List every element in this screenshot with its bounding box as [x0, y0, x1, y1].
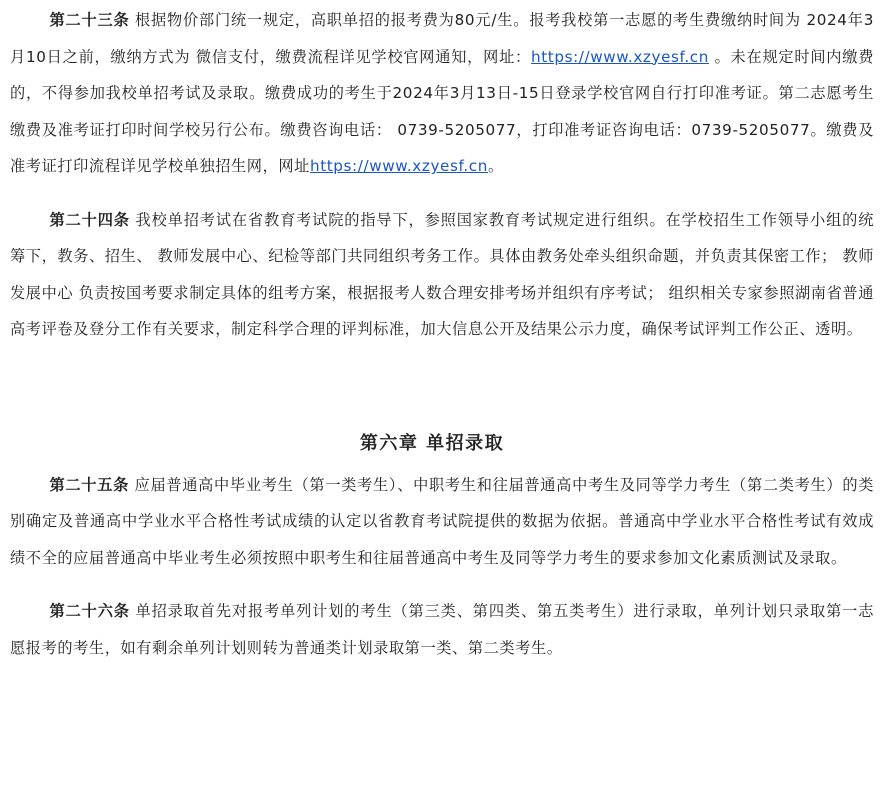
article-24-paragraph	[10, 202, 874, 348]
school-website-link-1[interactable]: https://www.xzyesf.cn	[531, 47, 709, 66]
article-23-text-part-2: 。未在规定时间内缴费的，不得参加我校单招考试及录取。缴费成功的考生于2024年3月13日-15日登录学校官网自行打印准考证。第二志愿考生缴费及准考证打印时间学校另行公布。缴费咨询电话： 0739-5205077，打印准考证咨询电话：0739-5205077。缴费及准考证打印流程详见学校单独招生网，网址	[10, 47, 874, 175]
article-26-paragraph	[10, 593, 874, 666]
document-page	[10, 0, 874, 666]
article-23-number: 第二十三条	[49, 11, 130, 29]
article-25-number: 第二十五条	[49, 475, 130, 494]
article-24-number: 第二十四条	[49, 210, 130, 229]
article-23-text-part-3: 。	[487, 157, 504, 175]
article-24-text: 我校单招考试在省教育考试院的指导下，参照国家教育考试规定进行组织。在学校招生工作领导小组的统筹下，教务、招生、 教师发展中心、纪检等部门共同组织考务工作。具体由教务处牵头组织命题，并负责其保密工作； 教师发展中心 负责按国考要求制定具体的组考方案，根据报考人数合理安排考场并组织有序考试； 组织相关专家参照湖南省普通高考评卷及登分工作有关要求，制定科学合理的评判标准，加大信息公开及结果公示力度，确保考试评判工作公正、透明。	[10, 210, 875, 338]
section-spacer	[10, 348, 874, 426]
paragraph-spacer	[10, 576, 874, 593]
article-26-text: 单招录取首先对报考单列计划的考生（第三类、第四类、第五类考生）进行录取，单列计划只录取第一志愿报考的考生，如有剩余单列计划则转为普通类计划录取第一类、第二类考生。	[10, 602, 875, 657]
article-25-text: 应届普通高中毕业考生（第一类考生）、中职考生和往届普通高中考生及同等学力考生（第二类考生）的类别确定及普通高中学业水平合格性考试成绩的认定以省教育考试院提供的数据为依据。普通高中学业水平合格性考试有效成绩不全的应届普通高中毕业考生必须按照中职考生和往届普通高中考生及同等学力考生的要求参加文化素质测试及录取。	[10, 475, 875, 567]
article-23-text-part-1: 根据物价部门统一规定，高职单招的报考费为80元/生。报考我校第一志愿的考生费缴纳时间为 2024年3月10日之前，缴纳方式为 微信支付，缴费流程详见学校官网通知，网址：	[10, 11, 874, 66]
article-26-number: 第二十六条	[49, 602, 130, 620]
school-website-link-2[interactable]: https://www.xzyesf.cn	[309, 157, 488, 175]
paragraph-spacer	[10, 185, 874, 202]
article-25-paragraph	[10, 467, 874, 577]
chapter-6-title: 第六章 单招录取	[359, 432, 505, 454]
article-23-paragraph	[10, 2, 874, 185]
